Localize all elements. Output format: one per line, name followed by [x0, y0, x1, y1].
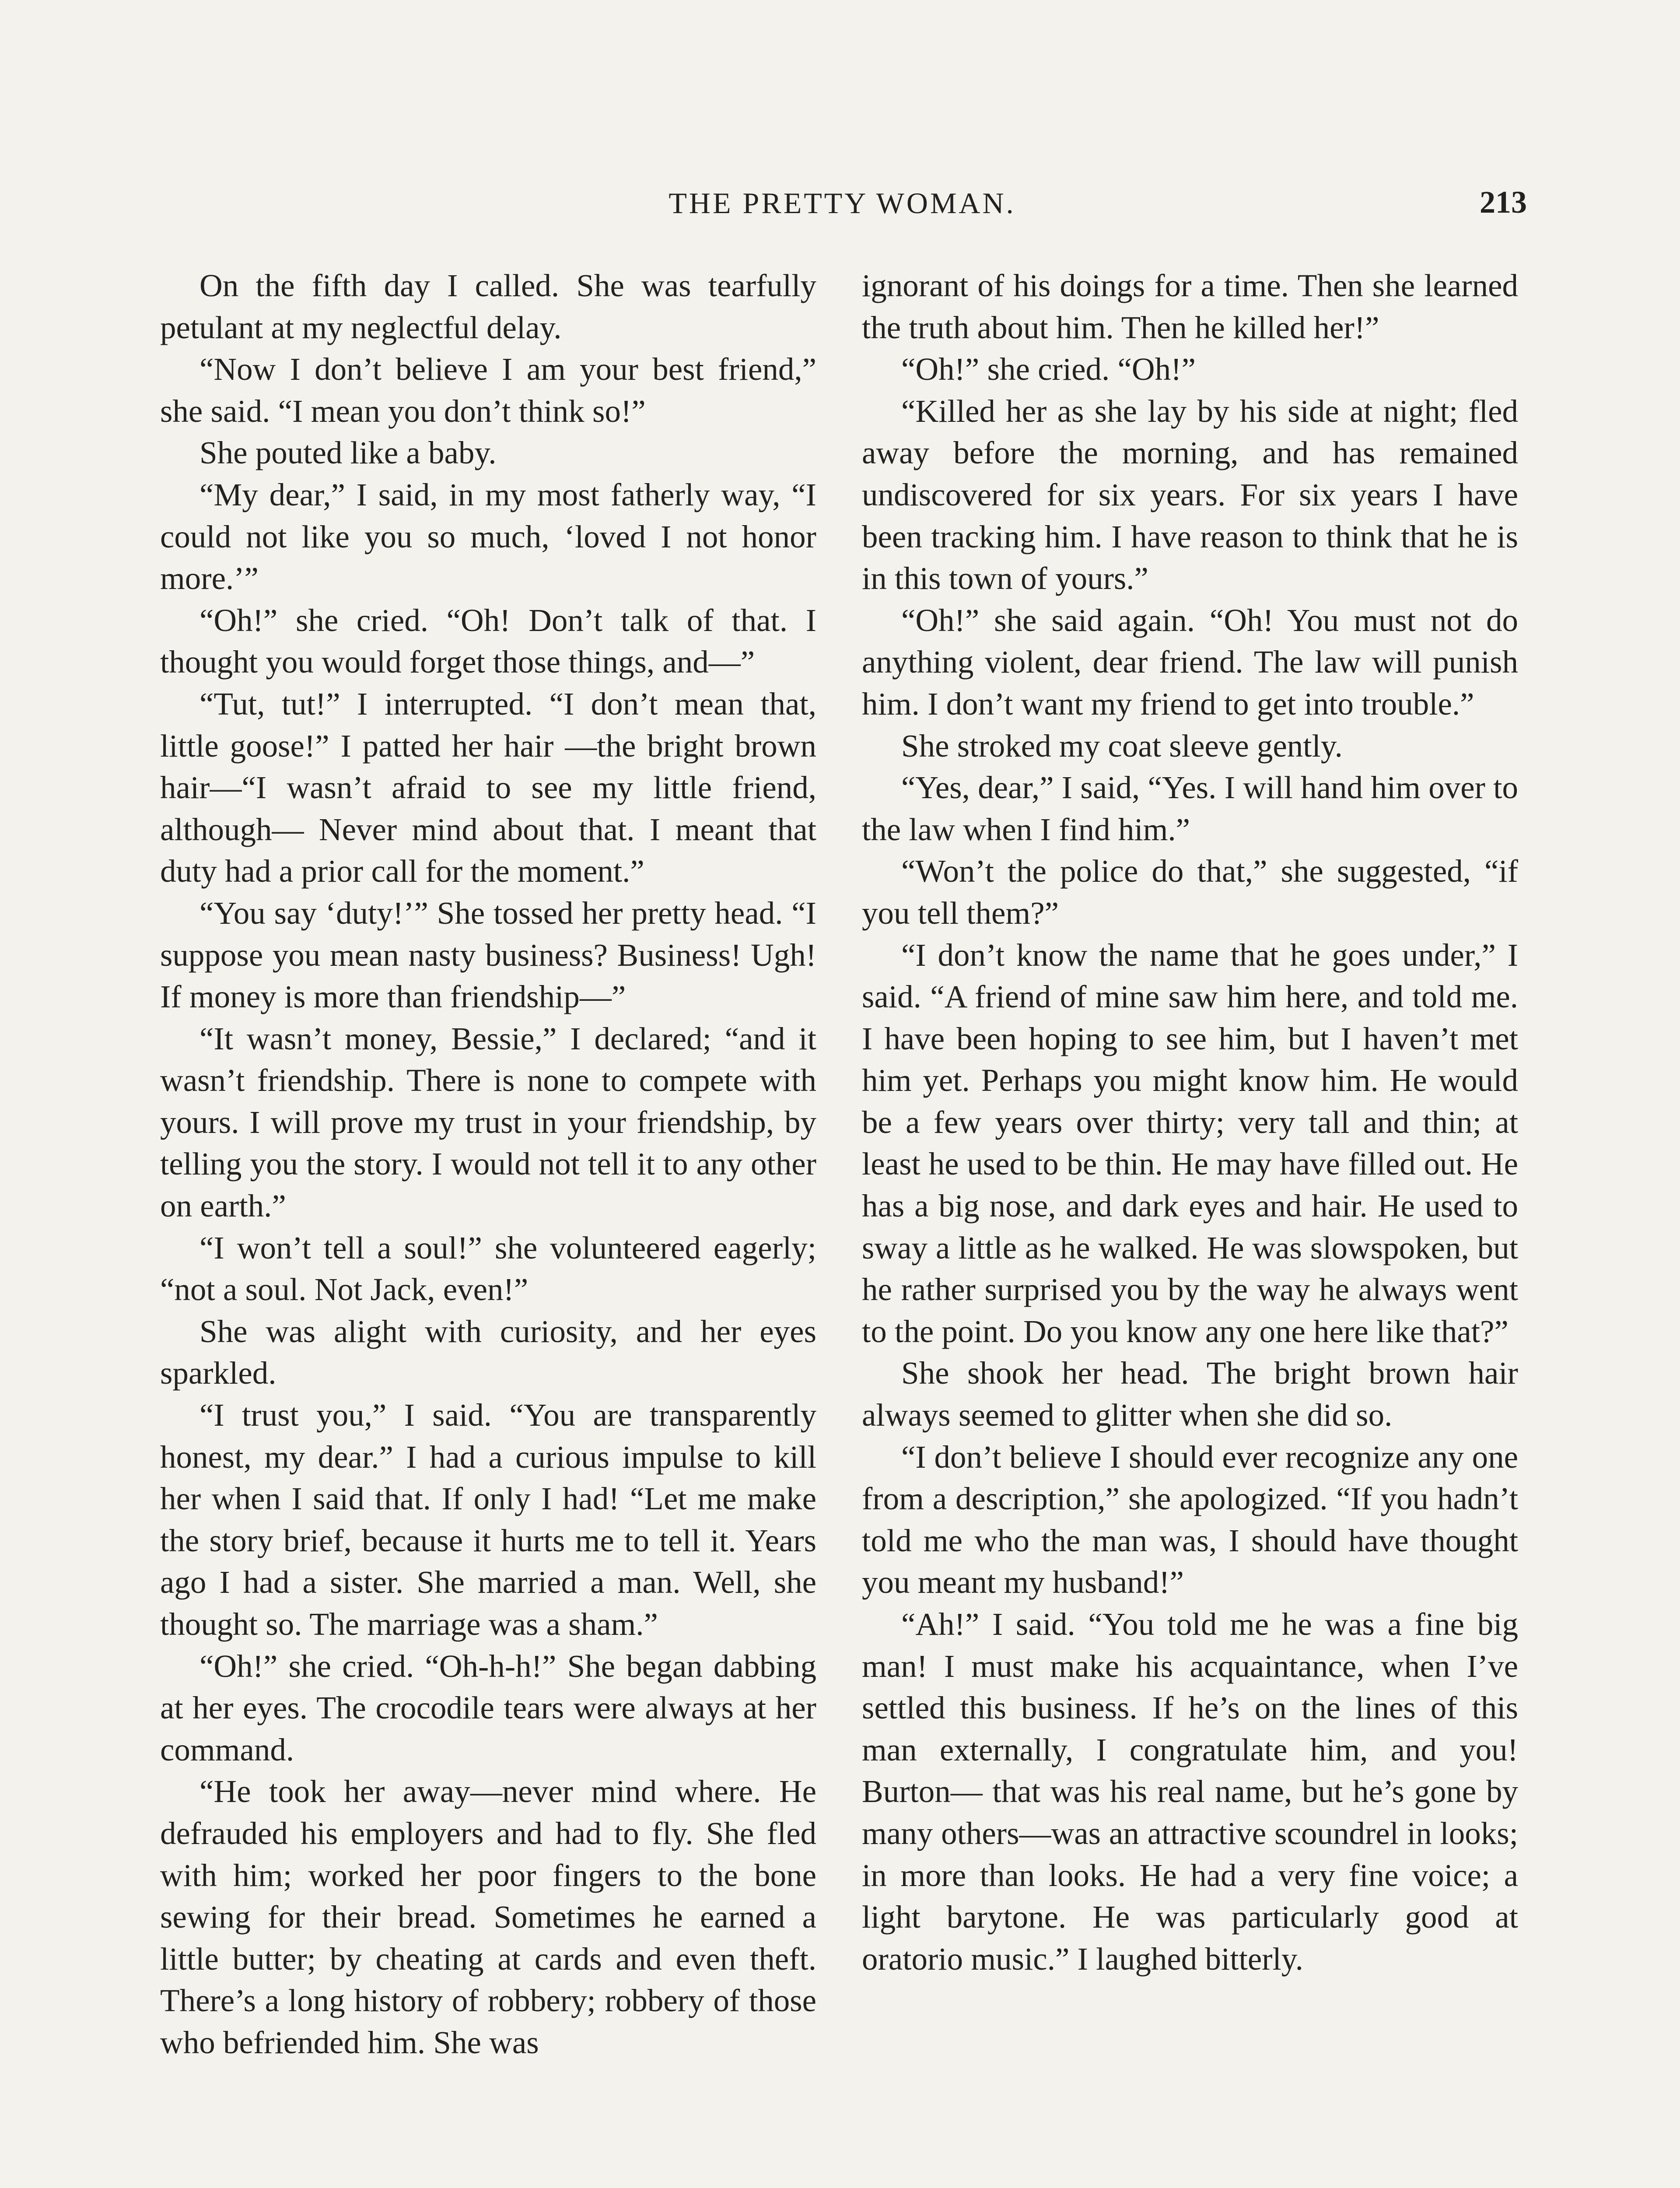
page-number: 213	[1480, 185, 1527, 220]
paragraph: “I trust you,” I said. “You are transparently honest, my dear.” I had a curious impulse to kill her when I said that. If only I had! “Let me make the story brief, because it hurts me to tell it. Years ago I had a sister. She married a man. Well, she thought so. The marriage was a sham.”	[160, 1397, 816, 1642]
paragraph: “Tut, tut!” I interrupted. “I don’t mean that, little goose!” I patted her hair —the bright brown hair—“I wasn’t afraid to see my little friend, although— Never mind about that. I meant that duty had a prior call for the moment.”	[160, 686, 816, 889]
paragraph: “Oh!” she cried. “Oh! Don’t talk of that. I thought you would forget those things, and—”	[160, 602, 816, 680]
paragraph: “Killed her as she lay by his side at night; fled away before the morning, and has remained undiscovered for six years. For six years I have been tracking him. I have reason to think that he is in this town of yours.”	[862, 393, 1518, 596]
paragraph: “You say ‘duty!’” She tossed her pretty head. “I suppose you mean nasty business? Business! Ugh! If money is more than friendship—”	[160, 895, 816, 1015]
paragraph: On the fifth day I called. She was tearfully petulant at my neglectful delay.	[160, 268, 816, 345]
paragraph: “Oh!” she cried. “Oh-h-h!” She began dabbing at her eyes. The crocodile tears were always at her command.	[160, 1648, 816, 1767]
right-column	[862, 265, 1518, 1980]
paragraph: “Ah!” I said. “You told me he was a fine big man! I must make his acquaintance, when I’ve settled this business. If he’s on the lines of this man externally, I congratulate him, and you! Burton— that was his real name, but he’s gone by many others—was an attractive scoundrel in looks; in more than looks. He had a very fine voice; a light barytone. He was particularly good at oratorio music.” I laughed bitterly.	[862, 1606, 1518, 1977]
paragraph: “I won’t tell a soul!” she volunteered eagerly; “not a soul. Not Jack, even!”	[160, 1230, 816, 1308]
left-column	[160, 265, 816, 2064]
paragraph: “He took her away—never mind where. He defrauded his employers and had to fly. She fled with him; worked her poor fingers to the bone sewing for their bread. Sometimes he earned a little butter; by cheating at cards and even theft. There’s a long history of robbery; robbery of those who befriended him. She was	[160, 1774, 816, 2060]
running-head	[158, 182, 1527, 225]
paragraph: “Yes, dear,” I said, “Yes. I will hand him over to the law when I find him.”	[862, 770, 1518, 847]
paragraph: She was alight with curiosity, and her eyes sparkled.	[160, 1313, 816, 1391]
paragraph: “It wasn’t money, Bessie,” I declared; “and it wasn’t friendship. There is none to compete with yours. I will prove my trust in your friendship, by telling you the story. I would not tell it to any other on earth.”	[160, 1020, 816, 1224]
paragraph: She stroked my coat sleeve gently.	[901, 728, 1343, 764]
paragraph: She pouted like a baby.	[200, 435, 497, 471]
paragraph: ignorant of his doings for a time. Then she learned the truth about him. Then he killed her!”	[862, 268, 1518, 345]
paragraph: “Oh!” she cried. “Oh!”	[901, 351, 1196, 387]
paragraph: She shook her head. The bright brown hair always seemed to glitter when she did so.	[862, 1355, 1518, 1433]
paragraph: “My dear,” I said, in my most fatherly way, “I could not like you so much, ‘loved I not honor more.’”	[160, 477, 816, 596]
paragraph: “Now I don’t believe I am your best friend,” she said. “I mean you don’t think so!”	[160, 351, 816, 429]
paragraph: “I don’t know the name that he goes under,” I said. “A friend of mine saw him here, and told me. I have been hoping to see him, but I haven’t met him yet. Perhaps you might know him. He would be a few years over thirty; very tall and thin; at least he used to be thin. He may have filled out. He has a big nose, and dark eyes and hair. He used to sway a little as he walked. He was slowspoken, but he rather surprised you by the way he always went to the point. Do you know any one here like that?”	[862, 937, 1518, 1349]
paragraph: “Oh!” she said again. “Oh! You must not do anything violent, dear friend. The law will punish him. I don’t want my friend to get into trouble.”	[862, 602, 1518, 722]
paragraph: “I don’t believe I should ever recognize any one from a description,” she apologized. “If you hadn’t told me who the man was, I should have thought you meant my husband!”	[862, 1439, 1518, 1600]
running-title: THE PRETTY WOMAN.	[668, 186, 1016, 220]
paragraph: “Won’t the police do that,” she suggested, “if you tell them?”	[862, 853, 1518, 931]
